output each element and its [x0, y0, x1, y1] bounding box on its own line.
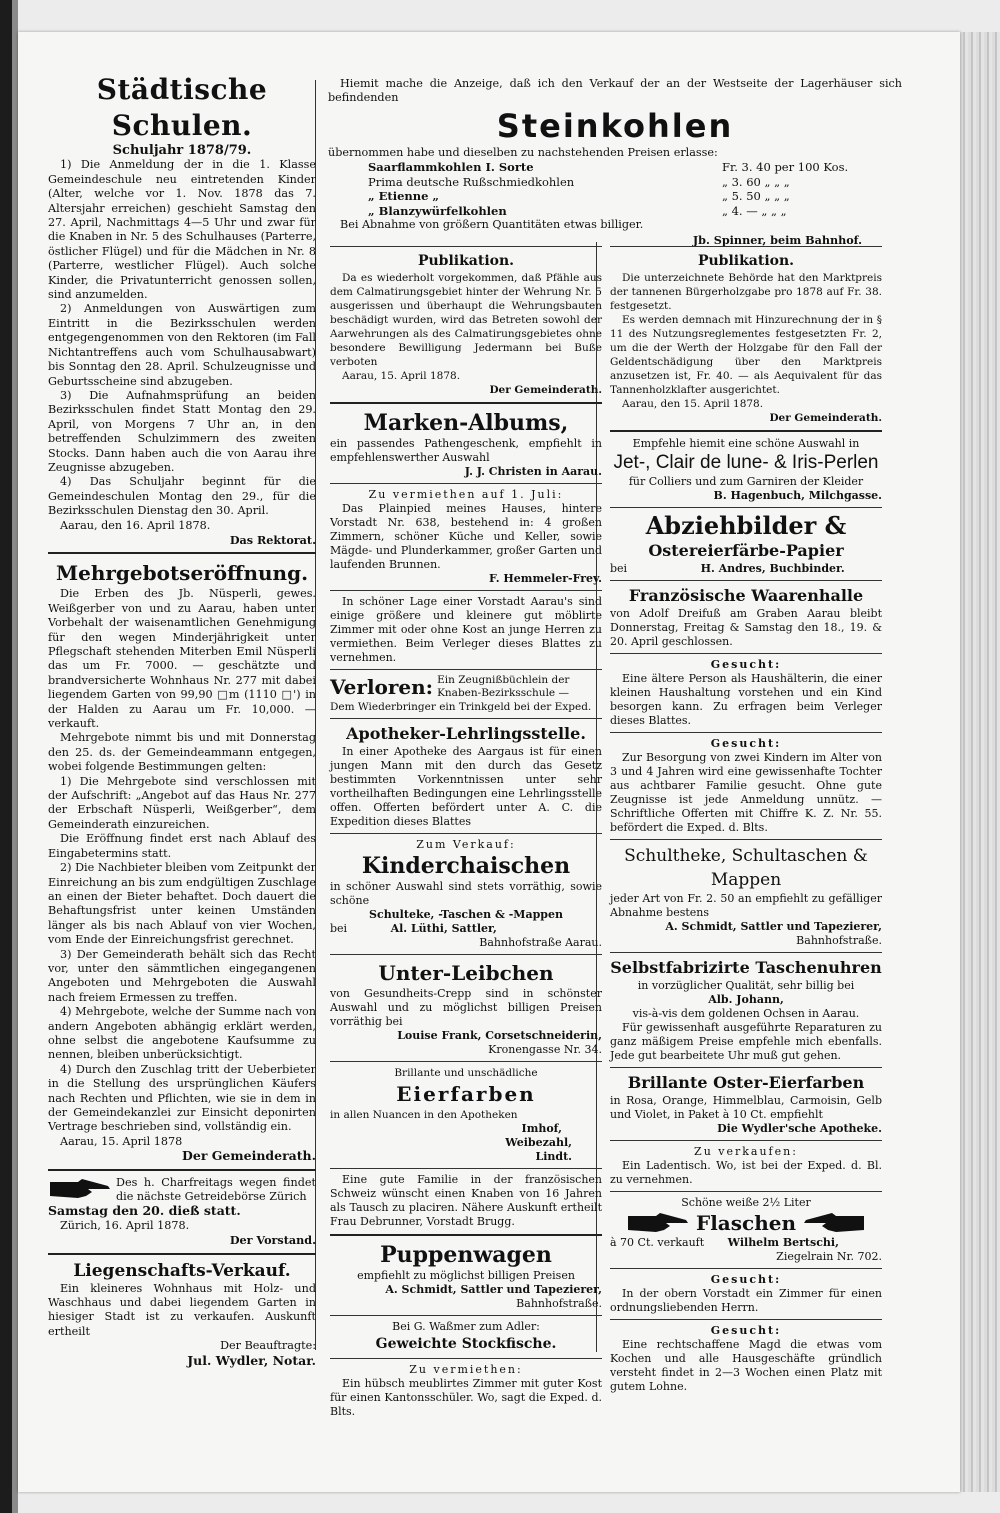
perlen-pre: Empfehle hiemit eine schöne Auswahl in	[632, 437, 860, 450]
divider	[330, 718, 602, 719]
right-column	[610, 242, 882, 1394]
publikation-text: Da es wiederholt vorgekommen, daß Pfähle aus dem Calmatirungsgebiet hinter der Wehrung Nr. 5 ausgerissen und überhaupt die Wehrungsbauten beschädigt wurden, wird das Betreten sowohl der Aarwehrungen als des Calmatirungsgebietes ohne besondere Bewilligung Jedermann bei Buße verboten	[330, 272, 602, 368]
ladentisch-title: Zu verkaufen:	[694, 1145, 798, 1158]
schulen-paragraph: 1) Die Anmeldung der in die 1. Klasse Gemeindeschule neu eintretenden Kinder (Alter, welche vor 1. Nov. 1878 das 7. Altersjahr erreichen) geschieht Samstag den 27. April, Nachmittags 4—5 Uhr und zwar für die Knaben in Nr. 5 des Schulhauses (Parterre, östlicher Flügel) und für die Mädchen in Nr. 8 (Parterre, westlicher Flügel). Auch solche Kinder, die Privatunterricht genossen sollen, sind anzumelden.	[48, 158, 316, 302]
taschenuhren-text2: Für gewissenhaft ausgeführte Reparaturen zu ganz mäßigem Preise empfehle mich ebenfalls. Jede gut bearbeitete Uhr muß gut gehen.	[610, 1021, 882, 1062]
perlen-text: für Colliers und zum Garniren der Kleider	[628, 475, 864, 488]
divider	[610, 1067, 882, 1068]
unterleibchen-address: Kronengasse Nr. 34.	[488, 1043, 602, 1056]
schulen-paragraph: 2) Anmeldungen von Auswärtigen zum Eintritt in die Bezirksschulen werden entgegengenommen von den Rektoren (im Fall Nichtantreffens auch vom Schulhausabwart) bis Sonntag den 28. April. Schulzeugnisse und Geburtsscheine sind abzugeben.	[48, 302, 316, 388]
waarenhalle-title: Französische Waarenhalle	[628, 586, 864, 605]
mehrgebot-paragraph: 3) Der Gemeinderath behält sich das Recht vor, unter den sämmtlichen eingegangenen Angeboten und Mehrgeboten die Auswahl nach freiem Ermessen zu treffen.	[48, 947, 316, 1004]
gesucht-text: Zur Besorgung von zwei Kindern im Alter von 3 und 4 Jahren wird eine gewissenhafte Tochter aus achtbarer Familie gesucht. Ohne gute Zeugnisse ist jede Anmeldung unnütz. — Schriftliche Offerten mit Chiffre K. Z. Nr. 55. befördert die Exped. d. Blts.	[610, 751, 882, 834]
eierfarben-title: Eierfarben	[396, 1082, 536, 1106]
stockfische-pre: Bei G. Waßmer zum Adler:	[392, 1320, 540, 1333]
middle-column	[330, 242, 602, 1419]
price-row	[328, 189, 902, 204]
kinderchaischen-title: Kinderchaischen	[361, 853, 571, 879]
puppenwagen-signature: A. Schmidt, Sattler und Tapezierer,	[385, 1283, 602, 1296]
mehrgebot-paragraph: 4) Durch den Zuschlag tritt der Ueberbieter in die Stellung des ursprünglichen Käufers nach Rechten und Pflichten, wie sie in dem in der Gemeindekanzlei zur Einsicht deponirten Vertrage beschrieben sind, vollständig ein.	[48, 1062, 316, 1134]
divider	[330, 402, 602, 404]
perlen-signature: B. Hagenbuch, Milchgasse.	[713, 489, 882, 502]
price-item-name: „ Blanzywürfelkohlen	[368, 203, 507, 218]
kinderchaischen-signature-line	[330, 922, 602, 936]
pointing-hand-icon	[48, 1176, 112, 1202]
abziehbilder-signature-line	[610, 562, 882, 576]
gesucht-title: Gesucht:	[710, 737, 782, 750]
steinkohlen-footer: Bei Abnahme von größern Quantitäten etwas billiger.	[340, 218, 644, 232]
divider	[330, 1358, 602, 1359]
vermiethen-title: Zu vermiethen auf 1. Juli:	[368, 488, 564, 501]
flaschen-title: Flaschen	[696, 1211, 796, 1235]
steinkohlen-signature: Jb. Spinner, beim Bahnhof.	[692, 232, 862, 247]
price-item-name: Prima deutsche Rußschmiedkohlen	[368, 174, 575, 189]
ostereierfarben-signature: Die Wydler'sche Apotheke.	[717, 1122, 882, 1135]
kinderchaischen-items: Schulteke, -Taschen & -Mappen	[369, 908, 563, 921]
divider	[330, 1061, 602, 1062]
vermiethen-text: Das Plainpied meines Hauses, hintere Vorstadt Nr. 638, bestehend in: 4 großen Zimmern, schöner Küche und Keller, sowie Mägde- und Plunderkammer, großer Garten und laufenden Brunnen.	[330, 502, 602, 571]
verloren-title: Verloren:	[330, 675, 434, 699]
divider	[610, 952, 882, 953]
mehrgebot-paragraph: 1) Die Mehrgebote sind verschlossen mit der Aufschrift: „Angebot auf das Haus Nr. 277 der Erbschaft Nüsperli, Weißgerber“, dem Gemeinderath einzureichen.	[48, 774, 316, 831]
unterleibchen-signature: Louise Frank, Corsetschneiderin,	[397, 1029, 602, 1042]
gesucht-title: Gesucht:	[710, 1324, 782, 1337]
schuljahr-heading: Schuljahr 1878/79.	[112, 143, 252, 158]
schulen-signature: Das Rektorat.	[229, 532, 316, 547]
steinkohlen-subtitle: übernommen habe und dieselben zu nachstehenden Preisen erlasse:	[328, 145, 718, 159]
flaschen-address: Ziegelrain Nr. 702.	[776, 1250, 882, 1263]
divider	[48, 1253, 316, 1255]
gesucht-text: Eine ältere Person als Haushälterin, die einer kleinen Haushaltung vorstehen und ein Kind besorgen kann. Zu erfragen beim Verleger dieses Blattes.	[610, 672, 882, 727]
schulen-date: Aarau, den 16. April 1878.	[60, 518, 211, 532]
ladentisch-text: Ein Ladentisch. Wo, ist bei der Exped. d. Bl. zu vernehmen.	[610, 1159, 882, 1186]
kinderchaischen-address: Bahnhofstraße Aarau.	[479, 936, 602, 949]
marken-albums-title: Marken-Albums,	[363, 410, 569, 436]
price-item-name: Saarflammkohlen I. Sorte	[368, 160, 534, 175]
publikation2-text: Die unterzeichnete Behörde hat den Marktpreis der tannenen Bürgerholzgabe pro 1878 auf Fr. 38. festgesetzt.	[610, 272, 882, 312]
liegenschaft-signature: Jul. Wydler, Notar.	[187, 1352, 316, 1368]
mehrgebot-paragraph: Die Erben des Jb. Nüsperli, gewes. Weißgerber von und zu Aarau, haben unter Vorbehalt der waisenamtlichen Genehmigung für den wegen Minderjährigkeit unter Pflegschaft stehenden Miterben Emil Nüsperli das um Fr. 7000. — geschätzte und brandversicherte Wohnhaus Nr. 277 mit dabei liegendem Garten von 99,90 □m (1110 □') in der Halden zu Aarau um Fr. 10,000. — verkauft.	[48, 587, 316, 731]
vermiethen-signature: F. Hemmeler-Frey.	[489, 572, 602, 585]
schultheke-signature: A. Schmidt, Sattler und Tapezierer,	[665, 920, 882, 933]
flaschen-signature: Wilhelm Bertschi,	[727, 1236, 839, 1249]
schulen-paragraph: 4) Das Schuljahr beginnt für die Gemeindeschulen Montag den 29., für die Bezirksschulen Dienstag den 30. April.	[48, 475, 316, 518]
charfreitag-notice	[48, 1176, 316, 1248]
eierfarben-signature: Lindt.	[535, 1150, 572, 1163]
apotheker-text: In einer Apotheke des Aargaus ist für einen jungen Mann mit den durch das Gesetz bestimmten Vorkenntnissen unter sehr vortheilhaften Bedingungen eine Lehrlingsstelle offen. Offerten befördert unter A. C. die Expedition dieses Blattes	[330, 745, 602, 828]
divider	[48, 552, 316, 554]
ostereierfarben-title: Brillante Oster-Eierfarben	[627, 1073, 865, 1092]
divider	[610, 732, 882, 733]
taschenuhren-title: Selbstfabrizirte Taschenuhren	[610, 958, 882, 977]
divider	[330, 1315, 602, 1316]
gesucht-text: In der obern Vorstadt ein Zimmer für einen ordnungsliebenden Herrn.	[610, 1287, 882, 1314]
liegenschaft-role: Der Beauftragte:	[220, 1339, 316, 1353]
publikation-title: Publikation.	[417, 253, 515, 269]
waarenhalle-text: von Adolf Dreifuß am Graben Aarau bleibt Donnerstag, Freitag & Samstag den 18., 19. & 20. April geschlossen.	[610, 607, 882, 648]
newspaper-page	[18, 32, 960, 1492]
mehrgebot-title: Mehrgebotseröffnung.	[55, 561, 309, 586]
price-item-value: „ 3. 60 „ „ „	[722, 174, 790, 189]
divider	[330, 1234, 602, 1236]
divider	[330, 590, 602, 591]
price-item-value: „ 4. — „ „ „	[722, 203, 787, 218]
eierfarben-text: in allen Nuancen in den Apotheken	[330, 1109, 518, 1121]
divider	[330, 669, 602, 670]
charfreitag-text: Des h. Charfreitags wegen findet die nächste Getreidebörse Zürich	[116, 1175, 316, 1204]
mehrgebot-paragraph: Die Eröffnung findet erst nach Ablauf des Eingabetermins statt.	[48, 832, 316, 860]
eierfarben-pre: Brillante und unschädliche	[394, 1067, 538, 1079]
abziehbilder-signature: H. Andres, Buchbinder.	[700, 562, 845, 575]
verloren-text: Ein Zeugnißbüchlein der Knaben-Bezirksschule —	[437, 674, 570, 699]
publikation-date: Aarau, 15. April 1878.	[342, 370, 461, 382]
zimmer-text: Ein hübsch meublirtes Zimmer mit guter Kost für einen Kantonsschüler. Wo, sagt die Exped. d. Blts.	[330, 1377, 602, 1418]
divider	[610, 430, 882, 432]
divider	[610, 1191, 882, 1192]
divider	[610, 1319, 882, 1320]
divider	[610, 839, 882, 840]
gesucht-title: Gesucht:	[710, 658, 782, 671]
steinkohlen-intro: Hiemit mache die Anzeige, daß ich den Verkauf der an der Westseite der Lagerhäuser sich befindenden	[328, 77, 902, 105]
puppenwagen-address: Bahnhofstraße.	[516, 1297, 602, 1310]
publikation2-title: Publikation.	[697, 253, 795, 269]
mehrgebot-paragraph: 2) Die Nachbieter bleiben vom Zeitpunkt der Einreichung an bis zum endgültigen Zuschlage an einen der Bieter behaftet. Doch dauert die Behaftungsfrist unter keinen Umständen länger als bis nach Ablauf von vier Wochen, vom Ende der Einreichungsfrist gerechnet.	[48, 861, 316, 947]
apotheker-title: Apotheker-Lehrlingsstelle.	[346, 724, 586, 743]
perlen-title: Jet-, Clair de lune- & Iris-Perlen	[613, 452, 879, 473]
publikation2-date: Aarau, den 15. April 1878.	[622, 398, 764, 410]
puppenwagen-text: empfiehlt zu möglichst billigen Preisen	[357, 1269, 575, 1282]
left-column	[48, 72, 316, 1368]
price-row	[328, 160, 902, 175]
liegenschaft-text: Ein kleineres Wohnhaus mit Holz- und Waschhaus und dabei liegendem Garten in hiesiger Stadt ist zu verkaufen. Auskunft ertheilt	[48, 1281, 316, 1338]
taschenuhren-text: in vorzüglicher Qualität, sehr billig bei	[637, 979, 855, 992]
schultheke-title: Schultheke, Schultaschen & Mappen	[624, 846, 868, 890]
verloren-text2: Dem Wiederbringer ein Trinkgeld bei der Exped.	[330, 701, 592, 713]
divider	[330, 954, 602, 955]
divider	[610, 580, 882, 581]
price-item-value: „ 5. 50 „ „ „	[722, 189, 790, 204]
divider	[610, 246, 882, 247]
divider	[610, 1268, 882, 1269]
steinkohlen-ad	[328, 77, 902, 247]
divider	[330, 833, 602, 834]
publikation2-text: Es werden demnach mit Hinzurechnung der in § 11 des Nutzungsreglementes festgesetzten Fr. 2, um die der Werth der Holzgabe für den Fall der Geldentschädigung über den Marktpreis anzusetzen ist, Fr. 40. — als Aequivalent für das Tannenholzklafter ausgerichtet.	[610, 314, 882, 396]
publikation-signature: Der Gemeinderath.	[489, 384, 602, 396]
divider	[48, 1169, 316, 1171]
flaschen-text: à 70 Ct. verkauft	[610, 1236, 705, 1249]
charfreitag-signature: Der Vorstand.	[229, 1233, 316, 1248]
unterleibchen-title: Unter-Leibchen	[378, 961, 554, 985]
price-table	[328, 160, 902, 218]
schulen-paragraph: 3) Die Aufnahmsprüfung an beiden Bezirksschulen findet Statt Montag den 29. April, von Morgens 7 Uhr an, in den betreffenden Schulzimmern des zweiten Stocks. Dann haben auch die von Aarau ihre Zeugnisse abzugeben.	[48, 388, 316, 474]
taschenuhren-signature: Alb. Johann,	[708, 993, 784, 1006]
book-spine-edge	[0, 0, 12, 1513]
gesucht-text: Eine rechtschaffene Magd die etwas vom Kochen und alle Hausgeschäfte gründlich versteht findet in 2—3 Wochen einen Platz mit gutem Lohne.	[610, 1338, 882, 1393]
zum-verkauf-title: Zum Verkauf:	[416, 838, 516, 851]
pointing-hand-icon	[626, 1210, 690, 1236]
puppenwagen-title: Puppenwagen	[380, 1242, 552, 1268]
price-row	[328, 175, 902, 190]
gesucht-title: Gesucht:	[710, 1273, 782, 1286]
abziehbilder-bei: bei	[610, 562, 628, 575]
unterleibchen-text: von Gesundheits-Crepp sind in schönster Auswahl und zu möglichst billigen Preisen vorräthig bei	[330, 987, 602, 1028]
familie-text: Eine gute Familie in der französischen Schweiz wünscht einen Knaben von 16 Jahren als Tausch zu placiren. Nähere Auskunft ertheilt Frau Debrunner, Vorstadt Brugg.	[330, 1173, 602, 1228]
price-item-value: Fr. 3. 40 per 100 Kos.	[722, 160, 849, 175]
marken-albums-text: ein passendes Pathengeschenk, empfiehlt in empfehlenswerther Auswahl	[330, 437, 602, 464]
flaschen-heading	[610, 1210, 882, 1236]
divider	[610, 1140, 882, 1141]
divider	[610, 507, 882, 508]
verloren-ad	[330, 674, 602, 700]
schultheke-text: jeder Art von Fr. 2. 50 an empfiehlt zu gefälliger Abnahme bestens	[610, 892, 882, 919]
publikation2-signature: Der Gemeinderath.	[769, 412, 882, 424]
stockfische-title: Geweichte Stockfische.	[375, 1336, 557, 1352]
eierfarben-signature: Weibezahl,	[505, 1136, 572, 1149]
page-stack-edge	[960, 32, 1000, 1492]
mehrgebot-date: Aarau, 15. April 1878	[60, 1134, 183, 1148]
price-row	[328, 204, 902, 219]
flaschen-pre: Schöne weiße 2½ Liter	[681, 1196, 811, 1209]
charfreitag-place: Zürich, 16. April 1878.	[60, 1218, 190, 1232]
mehrgebot-paragraph: Mehrgebote nimmt bis und mit Donnerstag den 25. ds. der Gemeindeammann entgegen, wobei folgende Bestimmungen gelten:	[48, 731, 316, 774]
charfreitag-date: Samstag den 20. dieß statt.	[48, 1203, 241, 1219]
kinderchaischen-text: in schöner Auswahl sind stets vorräthig, sowie schöne	[330, 880, 602, 907]
zimmer-title: Zu vermiethen:	[409, 1363, 523, 1376]
abziehbilder-title: Abziehbilder &	[645, 511, 847, 540]
ostereierfarben-text: in Rosa, Orange, Himmelblau, Carmoisin, Gelb und Violet, in Paket à 10 Ct. empfiehlt	[610, 1094, 882, 1121]
kinderchaischen-bei: bei	[330, 922, 348, 935]
eierfarben-signature: Imhof,	[521, 1122, 562, 1135]
abziehbilder-title2: Ostereierfärbe-Papier	[648, 541, 844, 560]
mehrgebot-paragraph: 4) Mehrgebote, welche der Summe nach von andern Angeboten abhängig erklärt werden, ohne selbst die angebotene Kaufsumme zu nennen, bleiben unberücksichtigt.	[48, 1005, 316, 1062]
pointing-hand-icon	[802, 1210, 866, 1236]
taschenuhren-address: vis-à-vis dem goldenen Ochsen in Aarau.	[632, 1007, 860, 1020]
flaschen-line	[610, 1236, 882, 1250]
divider	[330, 1168, 602, 1169]
steinkohlen-title: Steinkohlen	[496, 106, 734, 145]
divider	[610, 653, 882, 654]
mehrgebot-signature: Der Gemeinderath.	[182, 1148, 316, 1164]
schultheke-address: Bahnhofstraße.	[796, 934, 882, 947]
marken-albums-signature: J. J. Christen in Aarau.	[464, 465, 602, 478]
vorstadt-zimmer-text: In schöner Lage einer Vorstadt Aarau's sind einige größere und kleinere gut möblirte Zimmer mit oder ohne Kost an junge Herren zu vermiethen. Beim Verleger dieses Blattes zu vernehmen.	[330, 595, 602, 664]
liegenschaft-title: Liegenschafts-Verkauf.	[73, 1260, 291, 1281]
divider	[330, 246, 602, 247]
divider	[330, 483, 602, 484]
price-item-name: „ Etienne „	[368, 189, 440, 204]
kinderchaischen-signature: Al. Lüthi, Sattler,	[390, 922, 497, 935]
schulen-title: Städtische Schulen.	[96, 73, 268, 142]
